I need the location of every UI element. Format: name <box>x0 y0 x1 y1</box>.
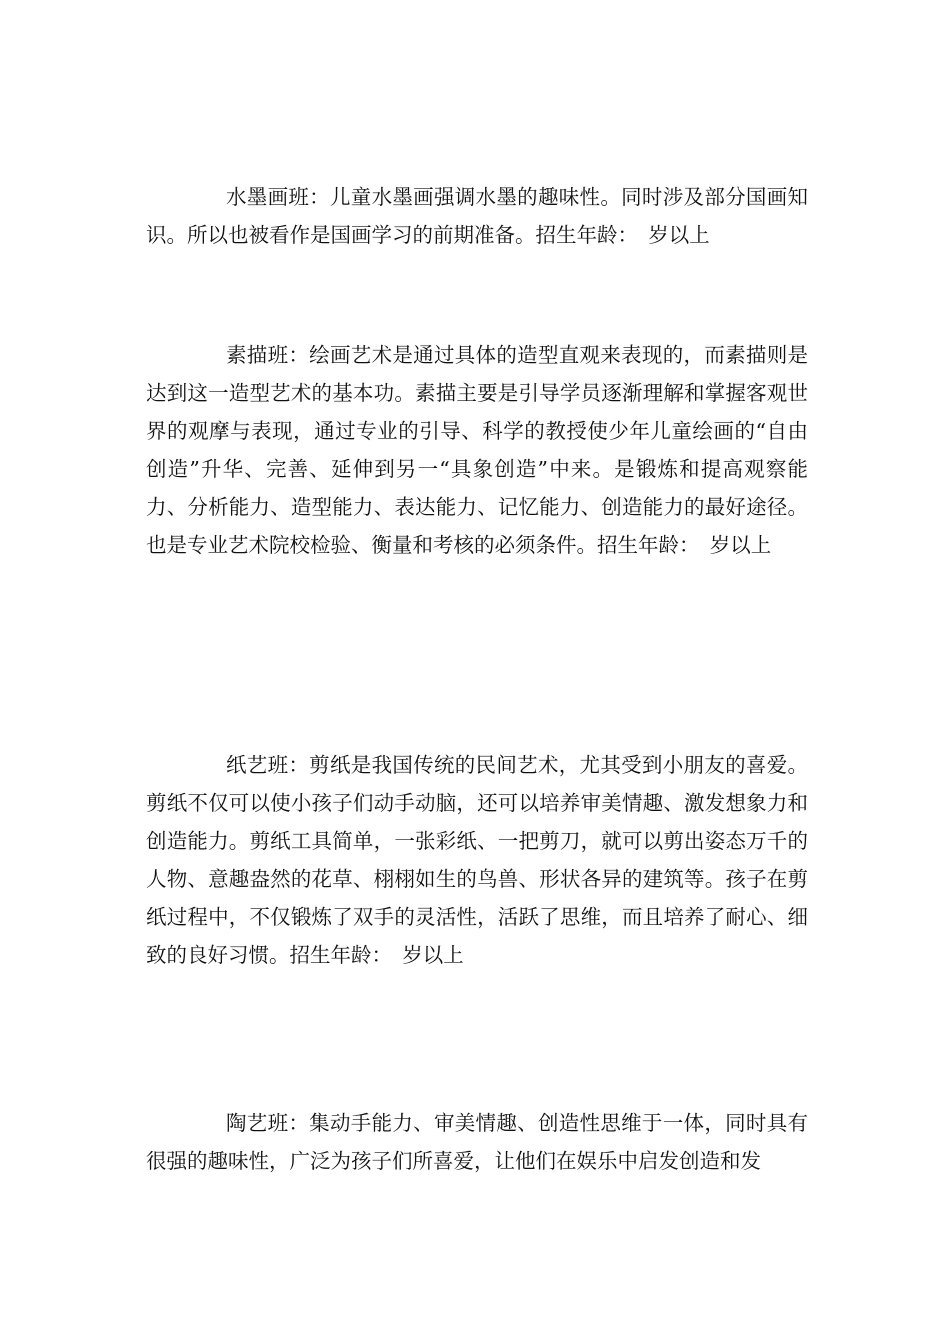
paragraph-paper-art-class: 纸艺班：剪纸是我国传统的民间艺术，尤其受到小朋友的喜爱。剪纸不仅可以使小孩子们动手动脑，还可以培养审美情趣、激发想象力和创造能力。剪纸工具简单，一张彩纸、一把剪刀，就可以剪出姿态万千的人物、意趣盎然的花草、栩栩如生的鸟兽、形状各异的建筑等。孩子在剪纸过程中，不仅锻炼了双手的灵活性，活跃了思维，而且培养了耐心、细致的良好习惯。招生年龄： 岁以上 <box>146 753 808 967</box>
paragraph-sketch-class: 素描班：绘画艺术是通过具体的造型直观来表现的，而素描则是达到这一造型艺术的基本功。素描主要是引导学员逐渐理解和掌握客观世界的观摩与表现，通过专业的引导、科学的教授使少年儿童绘画的“自由创造”升华、完善、延伸到另一“具象创造”中来。是锻炼和提高观察能力、分析能力、造型能力、表达能力、记忆能力、创造能力的最好途径。也是专业艺术院校检验、衡量和考核的必须条件。招生年龄： 岁以上 <box>146 343 808 557</box>
paragraph-ink-painting-class: 水墨画班：儿童水墨画强调水墨的趣味性。同时涉及部分国画知识。所以也被看作是国画学习的前期准备。招生年龄： 岁以上 <box>146 185 808 247</box>
paragraph-pottery-class: 陶艺班：集动手能力、审美情趣、创造性思维于一体，同时具有很强的趣味性，广泛为孩子们所喜爱，让他们在娱乐中启发创造和发 <box>146 1111 808 1173</box>
